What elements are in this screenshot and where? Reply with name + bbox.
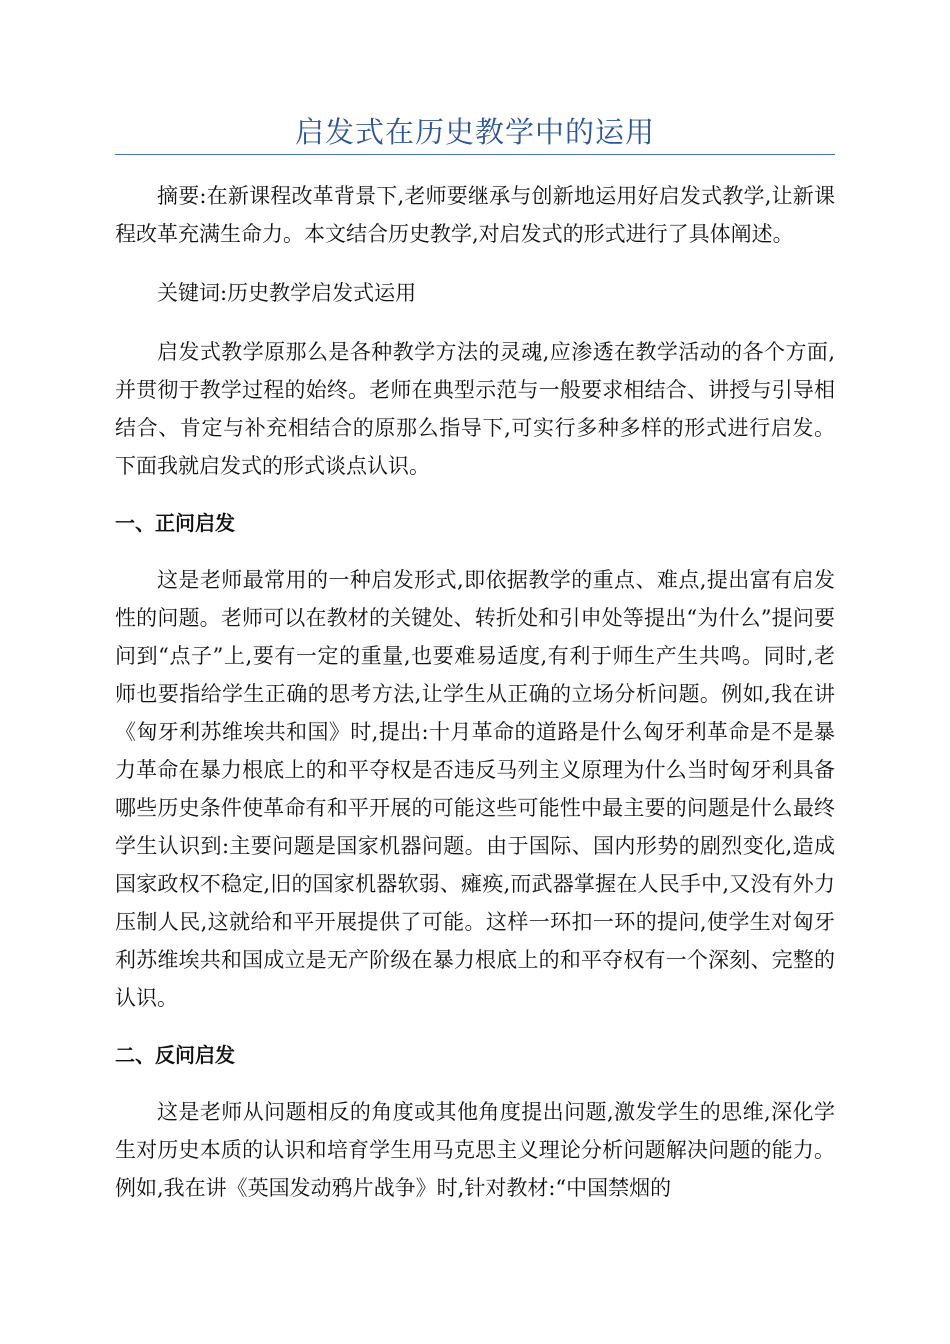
section-body-2: 这是老师从问题相反的角度或其他角度提出问题,激发学生的思维,深化学生对历史本质的认识和培育学生用马克思主义理论分析问题解决问题的能力。例如,我在讲《英国发动鸦片战争》时,针对教材:“中国禁烟的 [115, 1100, 835, 1200]
document-title: 启发式在历史教学中的运用 [294, 115, 655, 149]
abstract-paragraph: 摘要:在新课程改革背景下,老师要继承与创新地运用好启发式教学,让新课程改革充满生命力。本文结合历史教学,对启发式的形式进行了具体阐述。 [115, 184, 835, 246]
section-heading-1: 一、正问启发 [115, 511, 235, 535]
intro-paragraph: 启发式教学原那么是各种教学方法的灵魂,应渗透在教学活动的各个方面,并贯彻于教学过程的始终。老师在典型示范与一般要求相结合、讲授与引导相结合、肯定与补充相结合的原那么指导下,可实行多种多样的形式进行启发。下面我就启发式的形式谈点认识。 [115, 340, 835, 478]
section-heading-2: 二、反问启发 [115, 1043, 235, 1067]
document-page [115, 0, 835, 1207]
keywords-paragraph: 关键词:历史教学启发式运用 [157, 281, 417, 305]
section-body-1: 这是老师最常用的一种启发形式,即依据教学的重点、难点,提出富有启发性的问题。老师可以在教材的关键处、转折处和引申处等提出“为什么”提问要问到“点子”上,要有一定的重量,也要难易适度,有利于师生产生共鸣。同时,老师也要指给学生正确的思考方法,让学生从正确的立场分析问题。例如,我在讲《匈牙利苏维埃共和国》时,提出:十月革命的道路是什么匈牙利革命是不是暴力革命在暴力根底上的和平夺权是否违反马列主义原理为什么当时匈牙利具备哪些历史条件使革命有和平开展的可能这些可能性中最主要的问题是什么最终学生认识到:主要问题是国家机器问题。由于国际、国内形势的剧烈变化,造成国家政权不稳定,旧的国家机器软弱、瘫痪,而武器掌握在人民手中,又没有外力压制人民,这就给和平开展提供了可能。这样一环扣一环的提问,使学生对匈牙利苏维埃共和国成立是无产阶级在暴力根底上的和平夺权有一个深刻、完整的认识。 [115, 568, 835, 1010]
title-underline [115, 154, 835, 155]
